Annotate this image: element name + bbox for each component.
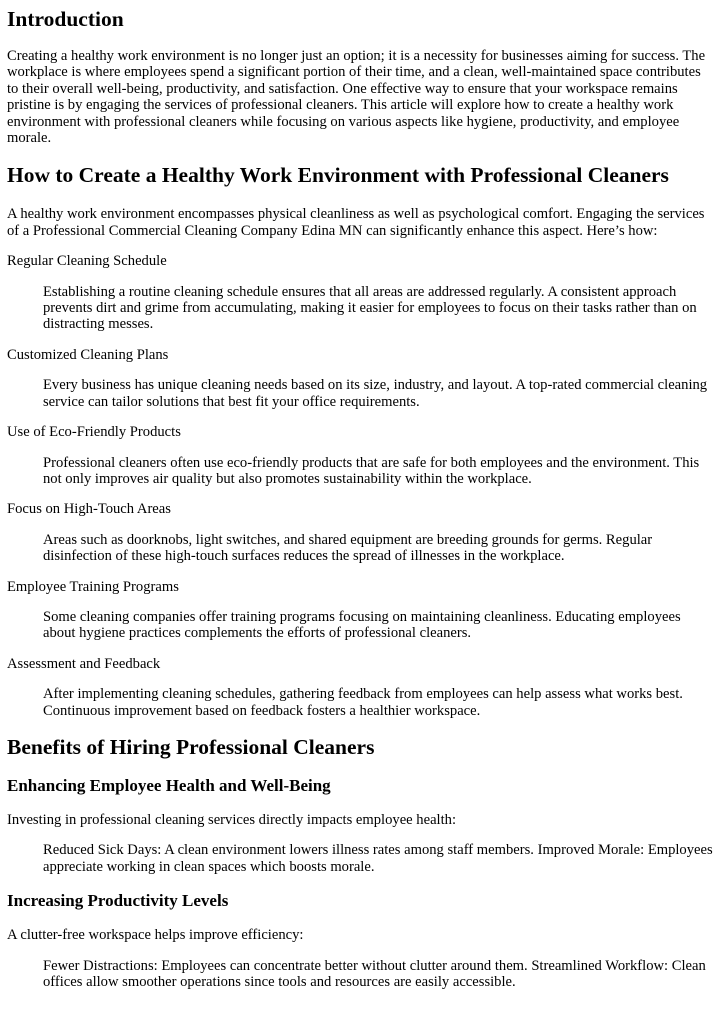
health-quote: Reduced Sick Days: A clean environment lowers illness rates among staff members. Improved Morale: Employees appreciate working in clean spaces which boosts morale. xyxy=(43,842,713,875)
item-term-training: Employee Training Programs xyxy=(7,578,179,595)
intro-paragraph: Creating a healthy work environment is no longer just an option; it is a necessity for businesses aiming for success. The workplace is where employees spend a significant portion of their time, and a clean, well-maintained space contributes to their overall well-being, productivity, and satisfaction. One effective way to ensure that your workspace remains pristine is by engaging the services of professional cleaners. This article will explore how to create a healthy work environment with professional cleaners while focusing on various aspects like hygiene, productivity, and employee morale. xyxy=(7,48,706,147)
item-term-assessment: Assessment and Feedback xyxy=(7,655,161,672)
productivity-quote: Fewer Distractions: Employees can concentrate better without clutter around them. Streamlined Workflow: Clean offices allow smoother operations since tools and resources are easily accessible. xyxy=(43,957,706,990)
productivity-paragraph: A clutter-free workspace helps improve efficiency: xyxy=(7,927,304,944)
item-desc-customized-plans: Every business has unique cleaning needs based on its size, industry, and layout. A top-rated commercial cleaning service can tailor solutions that best fit your office requirements. xyxy=(43,377,708,410)
item-desc-assessment: After implementing cleaning schedules, gathering feedback from employees can help assess what works best. Continuous improvement based on feedback fosters a healthier workspace. xyxy=(43,686,683,719)
item-desc-eco-friendly: Professional cleaners often use eco-friendly products that are safe for both employees and the environment. This not only improves air quality but also promotes sustainability within the workplace. xyxy=(43,454,700,487)
item-desc-high-touch: Areas such as doorknobs, light switches, and shared equipment are breeding grounds for germs. Regular disinfection of these high-touch surfaces reduces the spread of illnesses in the workplace. xyxy=(43,531,653,565)
health-heading: Enhancing Employee Health and Well-Being xyxy=(7,775,331,795)
item-desc-regular-cleaning: Establishing a routine cleaning schedule ensures that all areas are addressed regularly. A consistent approach prevents dirt and grime from accumulating, making it easier for employees to focus on their tasks rather than on distracting messes. xyxy=(43,283,697,333)
how-to-paragraph: A healthy work environment encompasses physical cleanliness as well as psychological comfort. Engaging the services of a Professional Commercial Cleaning Company Edina MN can significantly enhance this aspect. Here’s how: xyxy=(7,206,705,239)
intro-heading: Introduction xyxy=(7,7,124,31)
item-desc-training: Some cleaning companies offer training programs focusing on maintaining cleanliness. Educating employees about hygiene practices complements the efforts of professional cleaners. xyxy=(43,608,681,642)
productivity-heading: Increasing Productivity Levels xyxy=(7,891,229,911)
item-term-regular-cleaning: Regular Cleaning Schedule xyxy=(7,253,167,270)
benefits-heading: Benefits of Hiring Professional Cleaners xyxy=(7,734,375,759)
health-paragraph: Investing in professional cleaning services directly impacts employee health: xyxy=(7,811,457,828)
item-term-high-touch: Focus on High-Touch Areas xyxy=(7,501,171,518)
item-term-eco-friendly: Use of Eco-Friendly Products xyxy=(7,424,181,441)
item-term-customized-plans: Customized Cleaning Plans xyxy=(7,346,169,363)
how-to-heading: How to Create a Healthy Work Environment with Professional Cleaners xyxy=(7,163,669,188)
